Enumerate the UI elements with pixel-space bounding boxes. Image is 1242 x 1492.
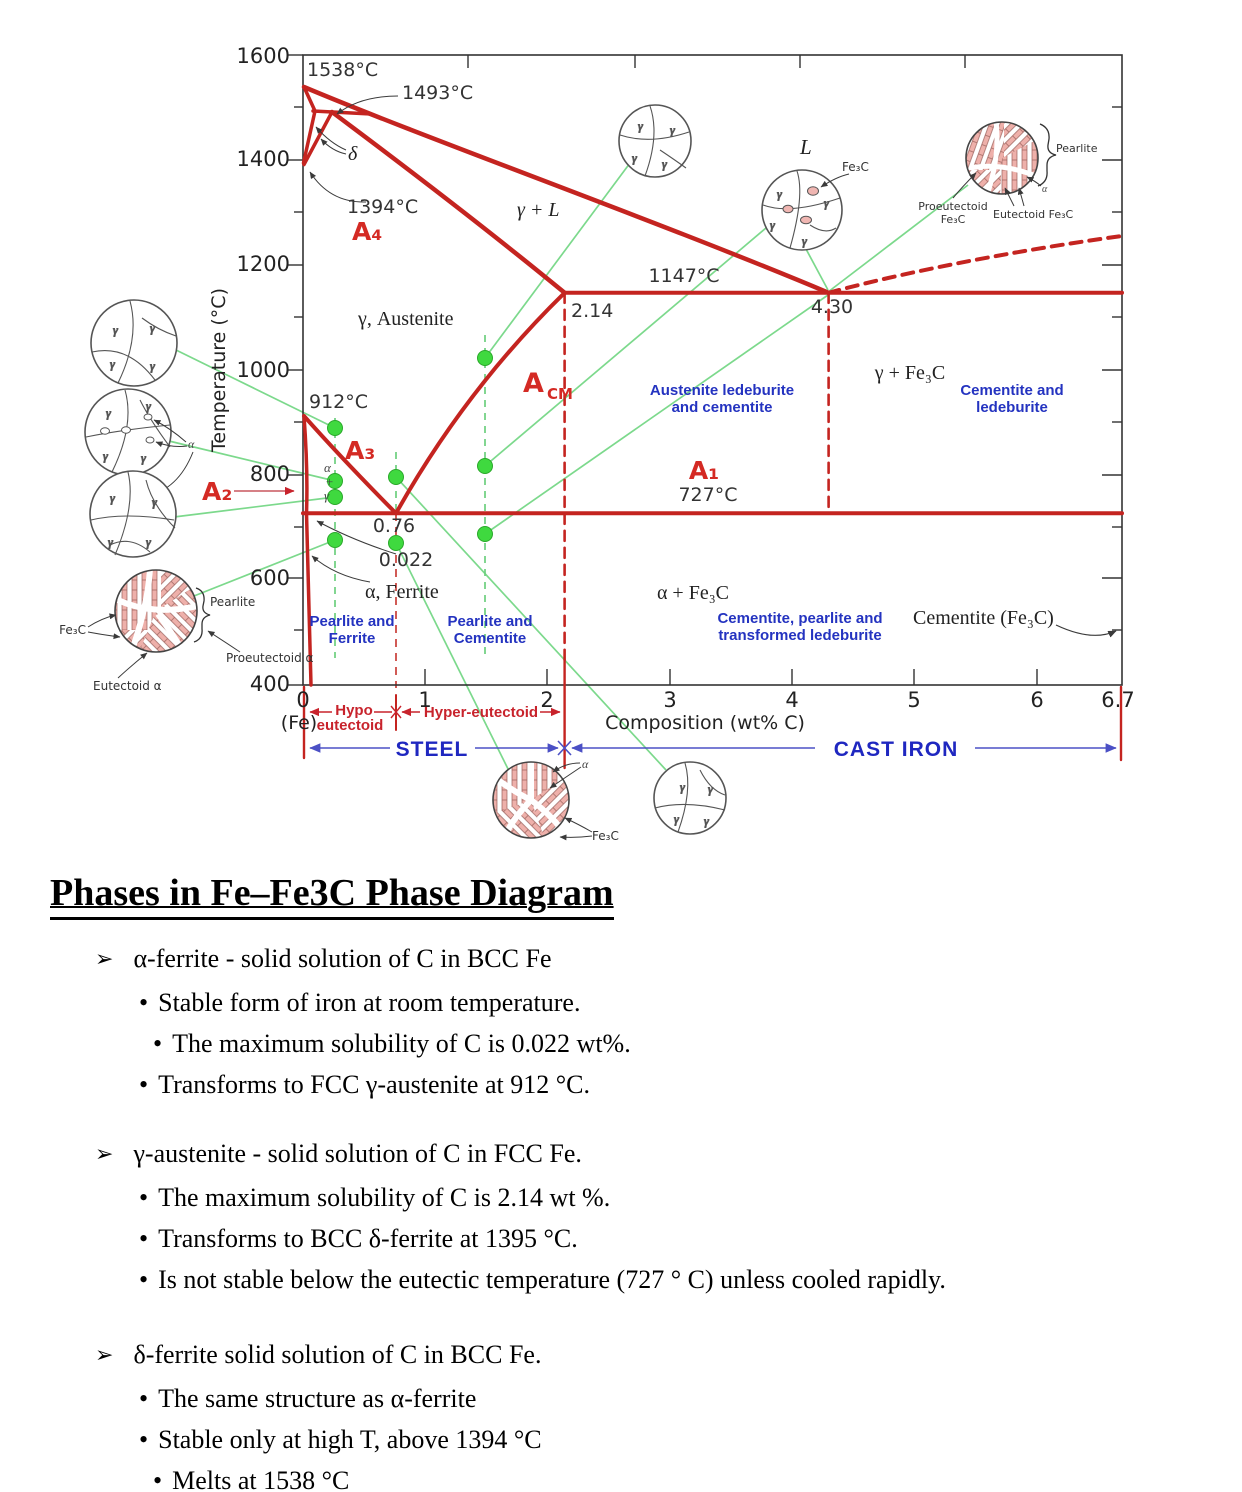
alpha-ferrite-region-label: α, Ferrite: [365, 581, 439, 603]
bullet-icon: •: [139, 1264, 149, 1294]
microstructure-austenite-alpha-circle-2: [90, 471, 176, 557]
proeutectoid-fe3c-label-2: Fe₃C: [940, 213, 966, 226]
comp-0-022: 0.022: [378, 549, 434, 571]
x-tick-4: 4: [785, 688, 799, 712]
acm-line-label: A: [523, 368, 544, 399]
list-item: [139, 1177, 1182, 1218]
region-austenite-ledeburite: Austenite ledeburite: [649, 382, 795, 399]
region-pearlite-ferrite-2: Ferrite: [328, 630, 376, 647]
bullet-text: Melts at 1538 °C: [172, 1465, 350, 1492]
comp-4-30: 4.30: [810, 296, 854, 318]
fe3c-arrow: [560, 836, 592, 837]
bullet-icon: •: [139, 1223, 149, 1253]
cementite-fe3c-arrow: [1056, 625, 1116, 635]
list-item: [139, 1419, 1182, 1460]
microstructure-pearlite-alpha-circle: [113, 566, 200, 655]
bullet-icon: •: [153, 1465, 163, 1492]
group-heading: γ-austenite - solid solution of C in FCC Fe.: [133, 1138, 582, 1168]
region-cementite-pearlite-ledeburite: Cementite, pearlite and: [717, 610, 883, 627]
list-item: [139, 1064, 1182, 1105]
gamma-label: γ: [770, 218, 775, 232]
region-pearlite-ferrite: Pearlite and: [309, 613, 395, 630]
cementite-fe3c-label: Cementite (Fe₃C): [913, 607, 1054, 629]
hypo-eutectoid-label: Hypo: [335, 702, 373, 719]
gamma-plus-l-label: γ + L: [517, 199, 560, 221]
page-title: Phases in Fe–Fe3C Phase Diagram: [50, 872, 614, 920]
pearlite-brace: [1038, 124, 1056, 186]
a2-line-label: A₂: [202, 477, 233, 506]
eutectoid-alpha-label: Eutectoid α: [93, 679, 162, 693]
alpha-small-label: α: [324, 460, 331, 475]
gamma-label: γ: [146, 535, 151, 549]
bullet-text: Is not stable below the eutectic temperature (727 ° C) unless cooled rapidly.: [158, 1264, 946, 1294]
temp-1394: 1394°C: [347, 196, 419, 218]
gamma-label: γ: [110, 357, 115, 371]
gamma-label: γ: [824, 196, 829, 210]
bullet-text: Stable form of iron at room temperature.: [158, 987, 581, 1017]
gamma-fe3c-region-label: γ + Fe₃C: [874, 362, 946, 384]
austenite-region-label: γ, Austenite: [358, 308, 454, 330]
y-tick-400: 400: [249, 672, 290, 696]
gamma-label: γ: [146, 399, 151, 413]
list-item: [139, 1218, 1182, 1259]
bullet-icon: •: [139, 987, 149, 1017]
eutectoid-fe3c-arrow: [1019, 188, 1024, 206]
steel-range-label: STEEL: [395, 738, 469, 761]
phase-group-gamma-austenite: [95, 1139, 1182, 1300]
gamma-label: γ: [152, 495, 157, 509]
y-tick-600: 600: [249, 566, 290, 590]
gamma-label: γ: [674, 812, 679, 826]
bullet-icon: •: [153, 1028, 163, 1058]
gamma-label: γ: [110, 491, 115, 505]
gamma-label: γ: [108, 535, 113, 549]
bullet-icon: •: [139, 1182, 149, 1212]
proeutectoid-alpha-label: Proeutectoid α: [226, 651, 314, 665]
hyper-eutectoid-label: Hyper-eutectoid: [423, 704, 539, 721]
eutectoid-alpha-arrow: [118, 653, 147, 678]
delta-phase-label: δ: [348, 143, 358, 165]
y-tick-1400: 1400: [236, 147, 290, 171]
fe3c-label: Fe₃C: [842, 160, 869, 174]
pearlite-label: Pearlite: [1056, 142, 1098, 155]
proeutectoid-fe3c-arrow: [953, 173, 976, 198]
microstructure-austenite-alpha-circle: [85, 389, 171, 475]
y-tick-1600: 1600: [236, 44, 290, 68]
proeutectoid-fe3c-label: Proeutectoid: [918, 200, 988, 213]
phase-group-alpha-ferrite: [95, 944, 1182, 1105]
notes-section: [0, 872, 1242, 1492]
x-tick-6: 6: [1030, 688, 1044, 712]
liquid-label: L: [800, 135, 812, 159]
list-item: [139, 1378, 1182, 1419]
x-tick-3: 3: [663, 688, 677, 712]
temp-1538: 1538°C: [307, 59, 379, 81]
temp-912: 912°C: [309, 391, 369, 413]
alpha-fe3c-region-label: α + Fe₃C: [656, 582, 730, 604]
y-tick-800: 800: [249, 462, 290, 486]
x-tick-0: 0: [296, 688, 310, 712]
gamma-label: γ: [632, 151, 637, 165]
fe3c-label: Fe₃C: [59, 623, 86, 637]
gamma-label: γ: [704, 814, 709, 828]
gamma-label: γ: [141, 451, 146, 465]
x-tick-1: 1: [418, 688, 432, 712]
gamma-label: γ: [150, 321, 155, 335]
a4-line-label: A₄: [352, 217, 383, 246]
region-cementite-pearlite-ledeburite-2: transformed ledeburite: [718, 627, 882, 644]
x-tick-2: 2: [540, 688, 554, 712]
microstructure-austenite-bottom-circle: [654, 762, 726, 834]
alpha-annotation: α: [188, 437, 195, 451]
acm-line-subscript: CM: [547, 385, 573, 403]
y-tick-1200: 1200: [236, 252, 290, 276]
region-cementite-ledeburite-2: ledeburite: [976, 399, 1048, 416]
group-heading: δ-ferrite solid solution of C in BCC Fe.: [133, 1339, 542, 1369]
composition-guide-lines: [335, 335, 485, 658]
gamma-label: γ: [106, 406, 111, 420]
gamma-label: γ: [680, 780, 685, 794]
gamma-label: γ: [638, 119, 643, 133]
comp-0-76: 0.76: [372, 515, 416, 537]
gamma-label: γ: [802, 234, 807, 248]
x-axis-label: Composition (wt% C): [605, 712, 805, 734]
bullet-text: The same structure as α-ferrite: [158, 1383, 477, 1413]
gamma-label: γ: [662, 157, 667, 171]
origin-fe-label: (Fe): [280, 712, 318, 734]
arrow-bullet-icon: ➢: [95, 946, 114, 972]
region-cementite-ledeburite: Cementite and: [960, 382, 1064, 399]
bullet-text: Stable only at high T, above 1394 °C: [158, 1424, 542, 1454]
alpha-annotation: α: [582, 757, 589, 771]
gamma-label: γ: [103, 449, 108, 463]
bullet-icon: •: [139, 1069, 149, 1099]
pearlite-label: Pearlite: [210, 595, 256, 609]
group-heading: α-ferrite - solid solution of C in BCC Fe: [133, 943, 552, 973]
gamma-label: γ: [150, 359, 155, 373]
temp-1147: 1147°C: [648, 265, 720, 287]
bullet-text: Transforms to FCC γ-austenite at 912 °C.: [158, 1069, 590, 1099]
phase-group-delta-ferrite: [95, 1340, 1182, 1492]
microstructure-pearlite-top-circle: [964, 120, 1040, 196]
gamma-small-label: γ: [324, 488, 330, 503]
temp-1493: 1493°C: [402, 82, 474, 104]
y-axis-label: Temperature (°C): [208, 288, 230, 452]
delta-arrow: [321, 139, 346, 154]
region-austenite-ledeburite-2: and cementite: [671, 399, 773, 416]
bullet-icon: •: [139, 1383, 149, 1413]
fe3c-arrow: [565, 818, 592, 832]
proeutectoid-alpha-arrow: [208, 631, 240, 652]
gamma-label: γ: [777, 187, 782, 201]
alpha-annotation: α: [1042, 184, 1048, 195]
temp-727: 727°C: [678, 484, 738, 506]
list-item: [153, 1023, 1182, 1064]
x-tick-5: 5: [907, 688, 921, 712]
hypo-eutectoid-label-2: eutectoid: [316, 717, 384, 734]
eutectoid-fe3c-label: Eutectoid Fe₃C: [993, 208, 1074, 221]
arrow-bullet-icon: ➢: [95, 1342, 114, 1368]
bullet-icon: •: [139, 1424, 149, 1454]
list-item: [153, 1460, 1182, 1492]
fe3c-arrow: [88, 632, 120, 637]
region-pearlite-cementite: Pearlite and: [447, 613, 533, 630]
bullet-text: The maximum solubility of C is 0.022 wt%.: [172, 1028, 631, 1058]
list-item: [139, 1259, 1182, 1300]
gamma-label: γ: [670, 123, 675, 137]
gamma-label: γ: [113, 323, 118, 337]
cast-iron-range-label: CAST IRON: [833, 738, 959, 761]
list-item: [139, 982, 1182, 1023]
a3-line-label: A₃: [345, 436, 376, 465]
arrow-bullet-icon: ➢: [95, 1141, 114, 1167]
microstructure-pearlite-bottom-circle: [493, 762, 571, 840]
microstructure-austenite-top-circle: [619, 105, 691, 177]
region-pearlite-cementite-2: Cementite: [453, 630, 527, 647]
comp-2-14: 2.14: [571, 300, 614, 322]
a1-line-label: A₁: [688, 456, 720, 485]
bullet-text: Transforms to BCC δ-ferrite at 1395 °C.: [158, 1223, 578, 1253]
comp-0-022-arrow: [312, 556, 370, 582]
plus-small-label: +: [325, 474, 334, 489]
fe3c-arrow: [88, 615, 116, 627]
fe3c-label: Fe₃C: [592, 829, 619, 843]
microstructure-austenite-circle-1: [91, 300, 177, 386]
bullet-text: The maximum solubility of C is 2.14 wt %.: [158, 1182, 611, 1212]
y-tick-1000: 1000: [236, 358, 290, 382]
gamma-label: γ: [708, 782, 713, 796]
x-tick-6-7: 6.7: [1101, 688, 1135, 712]
